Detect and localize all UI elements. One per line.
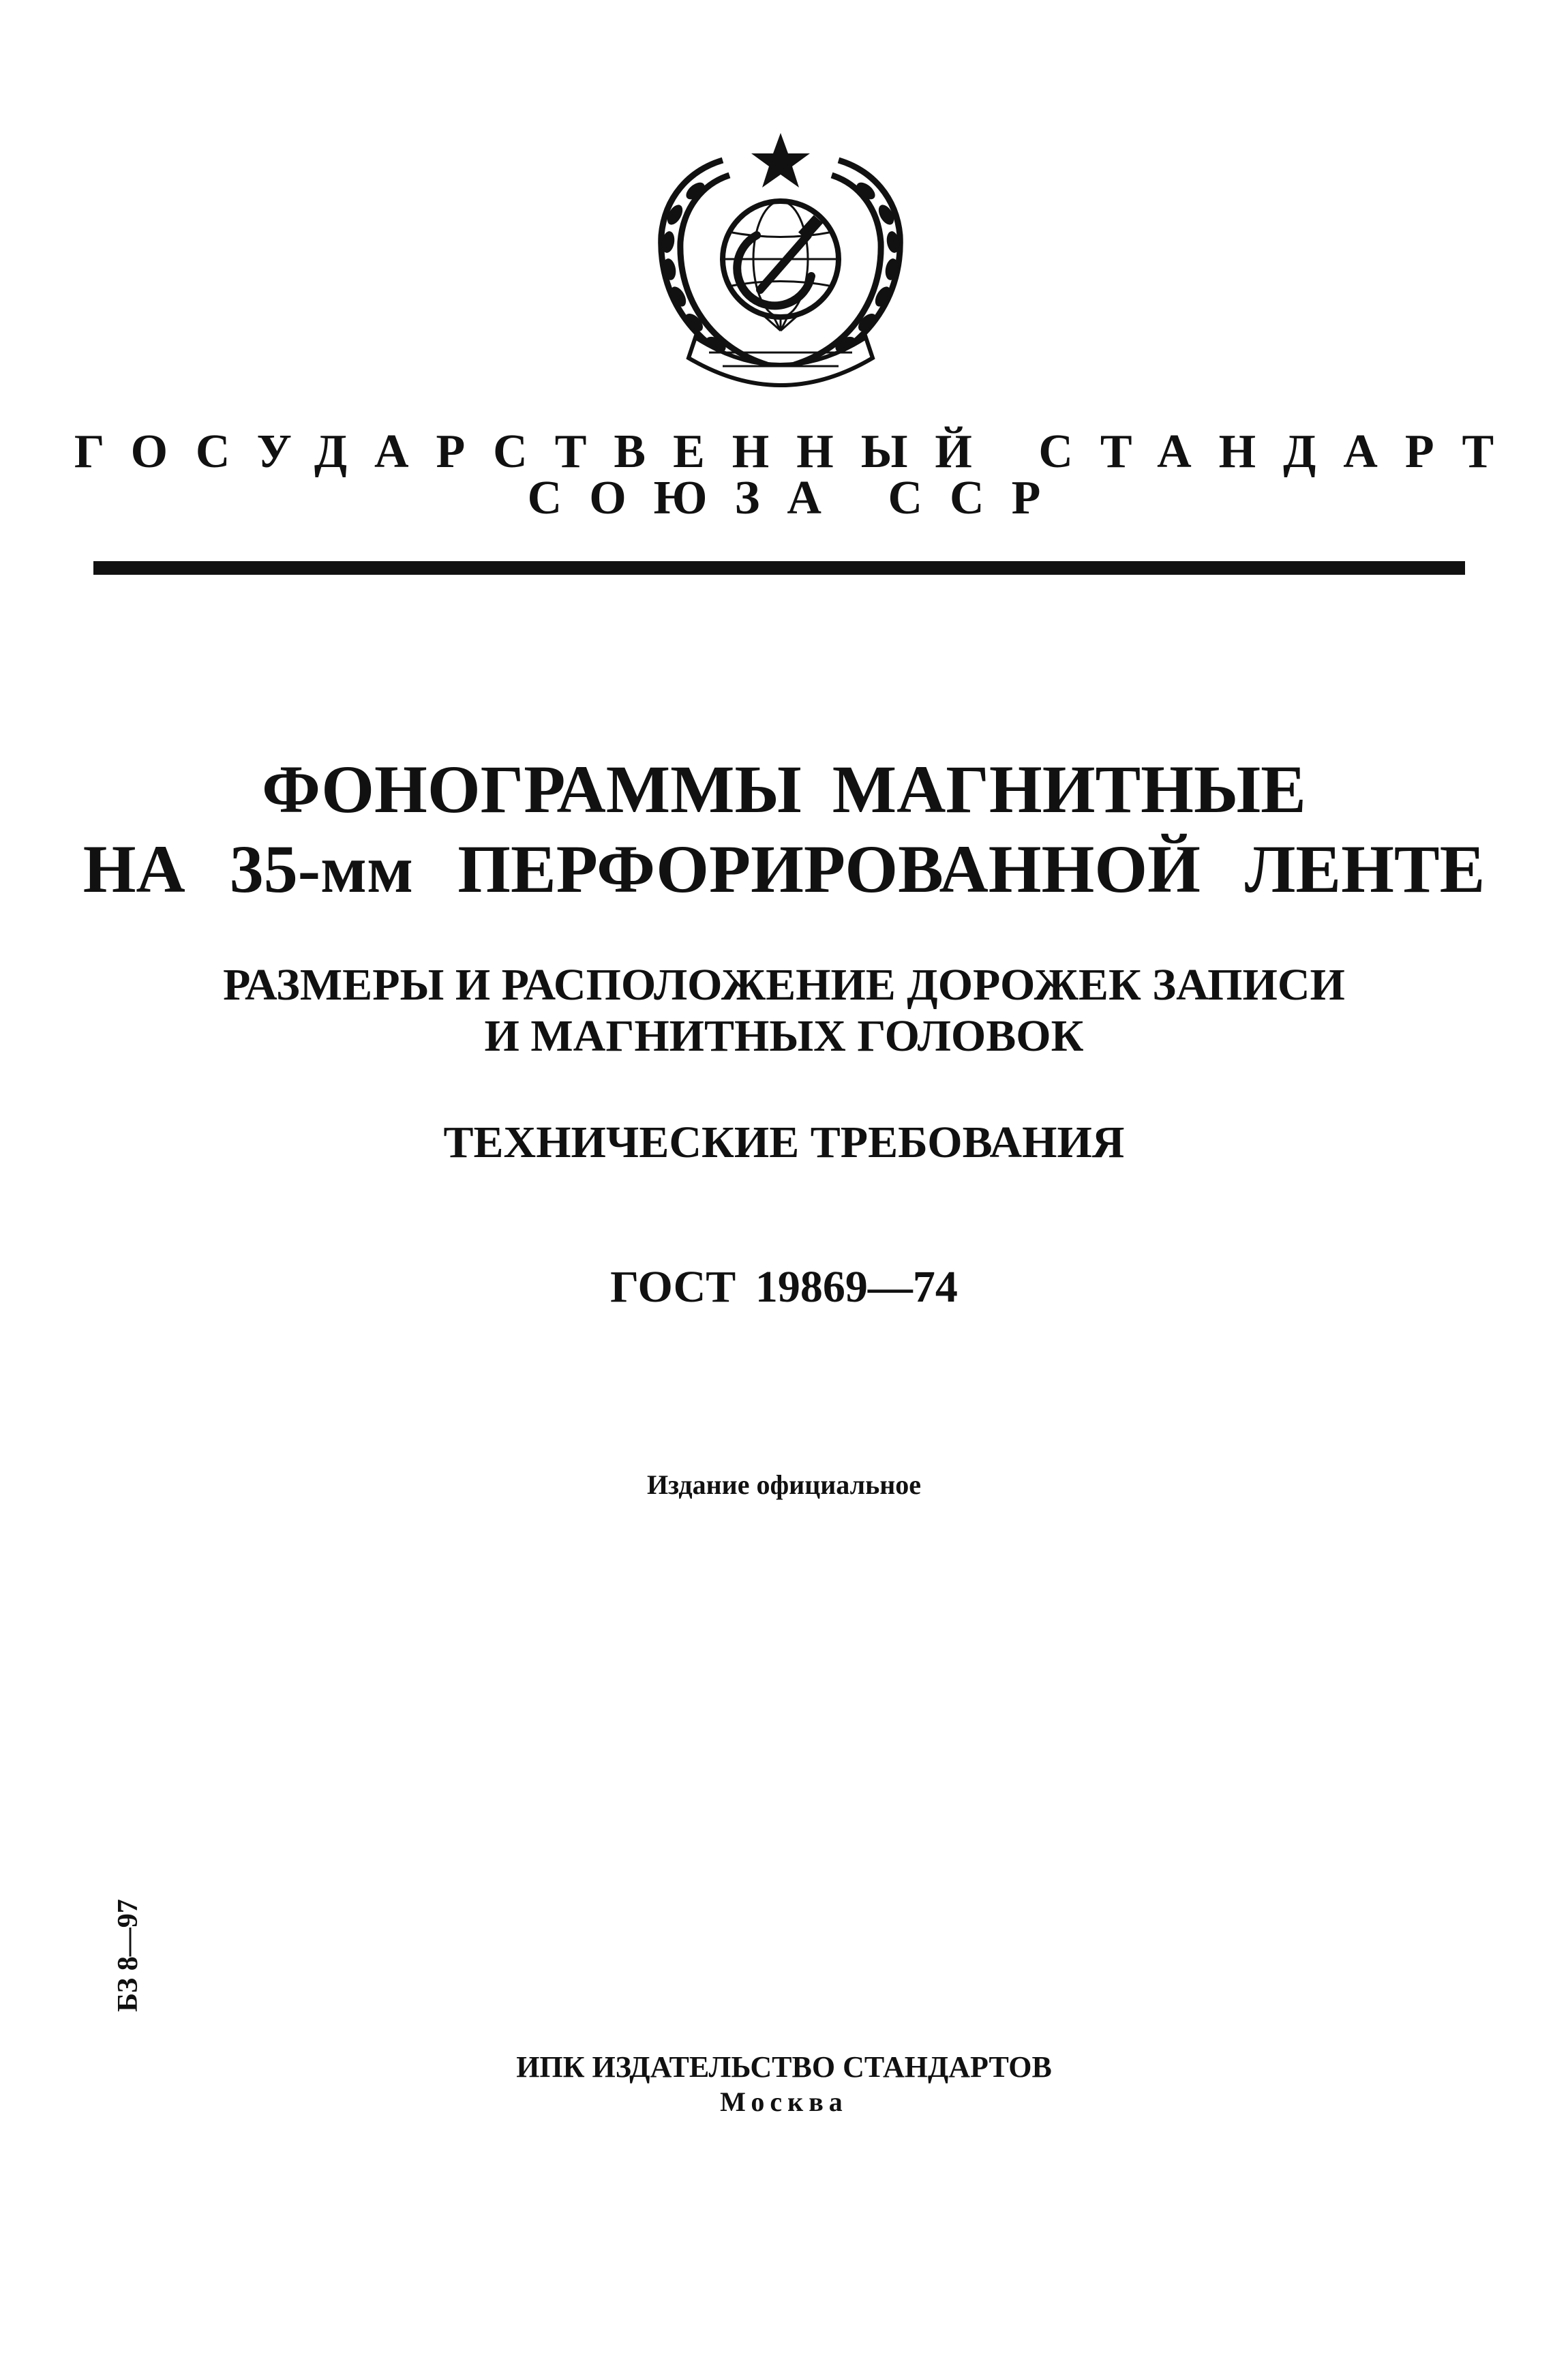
document-title-line-1: ФОНОГРАММЫ МАГНИТНЫЕ bbox=[262, 751, 1306, 827]
subtitle-line-2: И МАГНИТНЫХ ГОЛОВОК bbox=[484, 1011, 1084, 1061]
publisher-name: ИПК ИЗДАТЕЛЬСТВО СТАНДАРТОВ bbox=[516, 2050, 1052, 2084]
document-title-line-2: НА 35-мм ПЕРФОРИРОВАННОЙ ЛЕНТЕ bbox=[82, 831, 1486, 907]
header-state-standard: ГОСУДАРСТВЕННЫЙ СТАНДАРТ bbox=[74, 425, 1522, 478]
standard-number: ГОСТ 19869—74 bbox=[610, 1262, 958, 1312]
side-code: БЗ 8—97 bbox=[112, 1899, 144, 2012]
subtitle-technical-requirements: ТЕХНИЧЕСКИЕ ТРЕБОВАНИЯ bbox=[443, 1118, 1125, 1167]
edition-label: Издание официальное bbox=[646, 1469, 922, 1500]
ussr-state-emblem-icon bbox=[648, 133, 914, 402]
header-ussr: СОЮЗА ССР bbox=[527, 472, 1068, 524]
publisher-city: Москва bbox=[720, 2086, 848, 2117]
subtitle-line-1: РАЗМЕРЫ И РАСПОЛОЖЕНИЕ ДОРОЖЕК ЗАПИСИ bbox=[223, 960, 1345, 1010]
horizontal-rule bbox=[93, 561, 1465, 575]
